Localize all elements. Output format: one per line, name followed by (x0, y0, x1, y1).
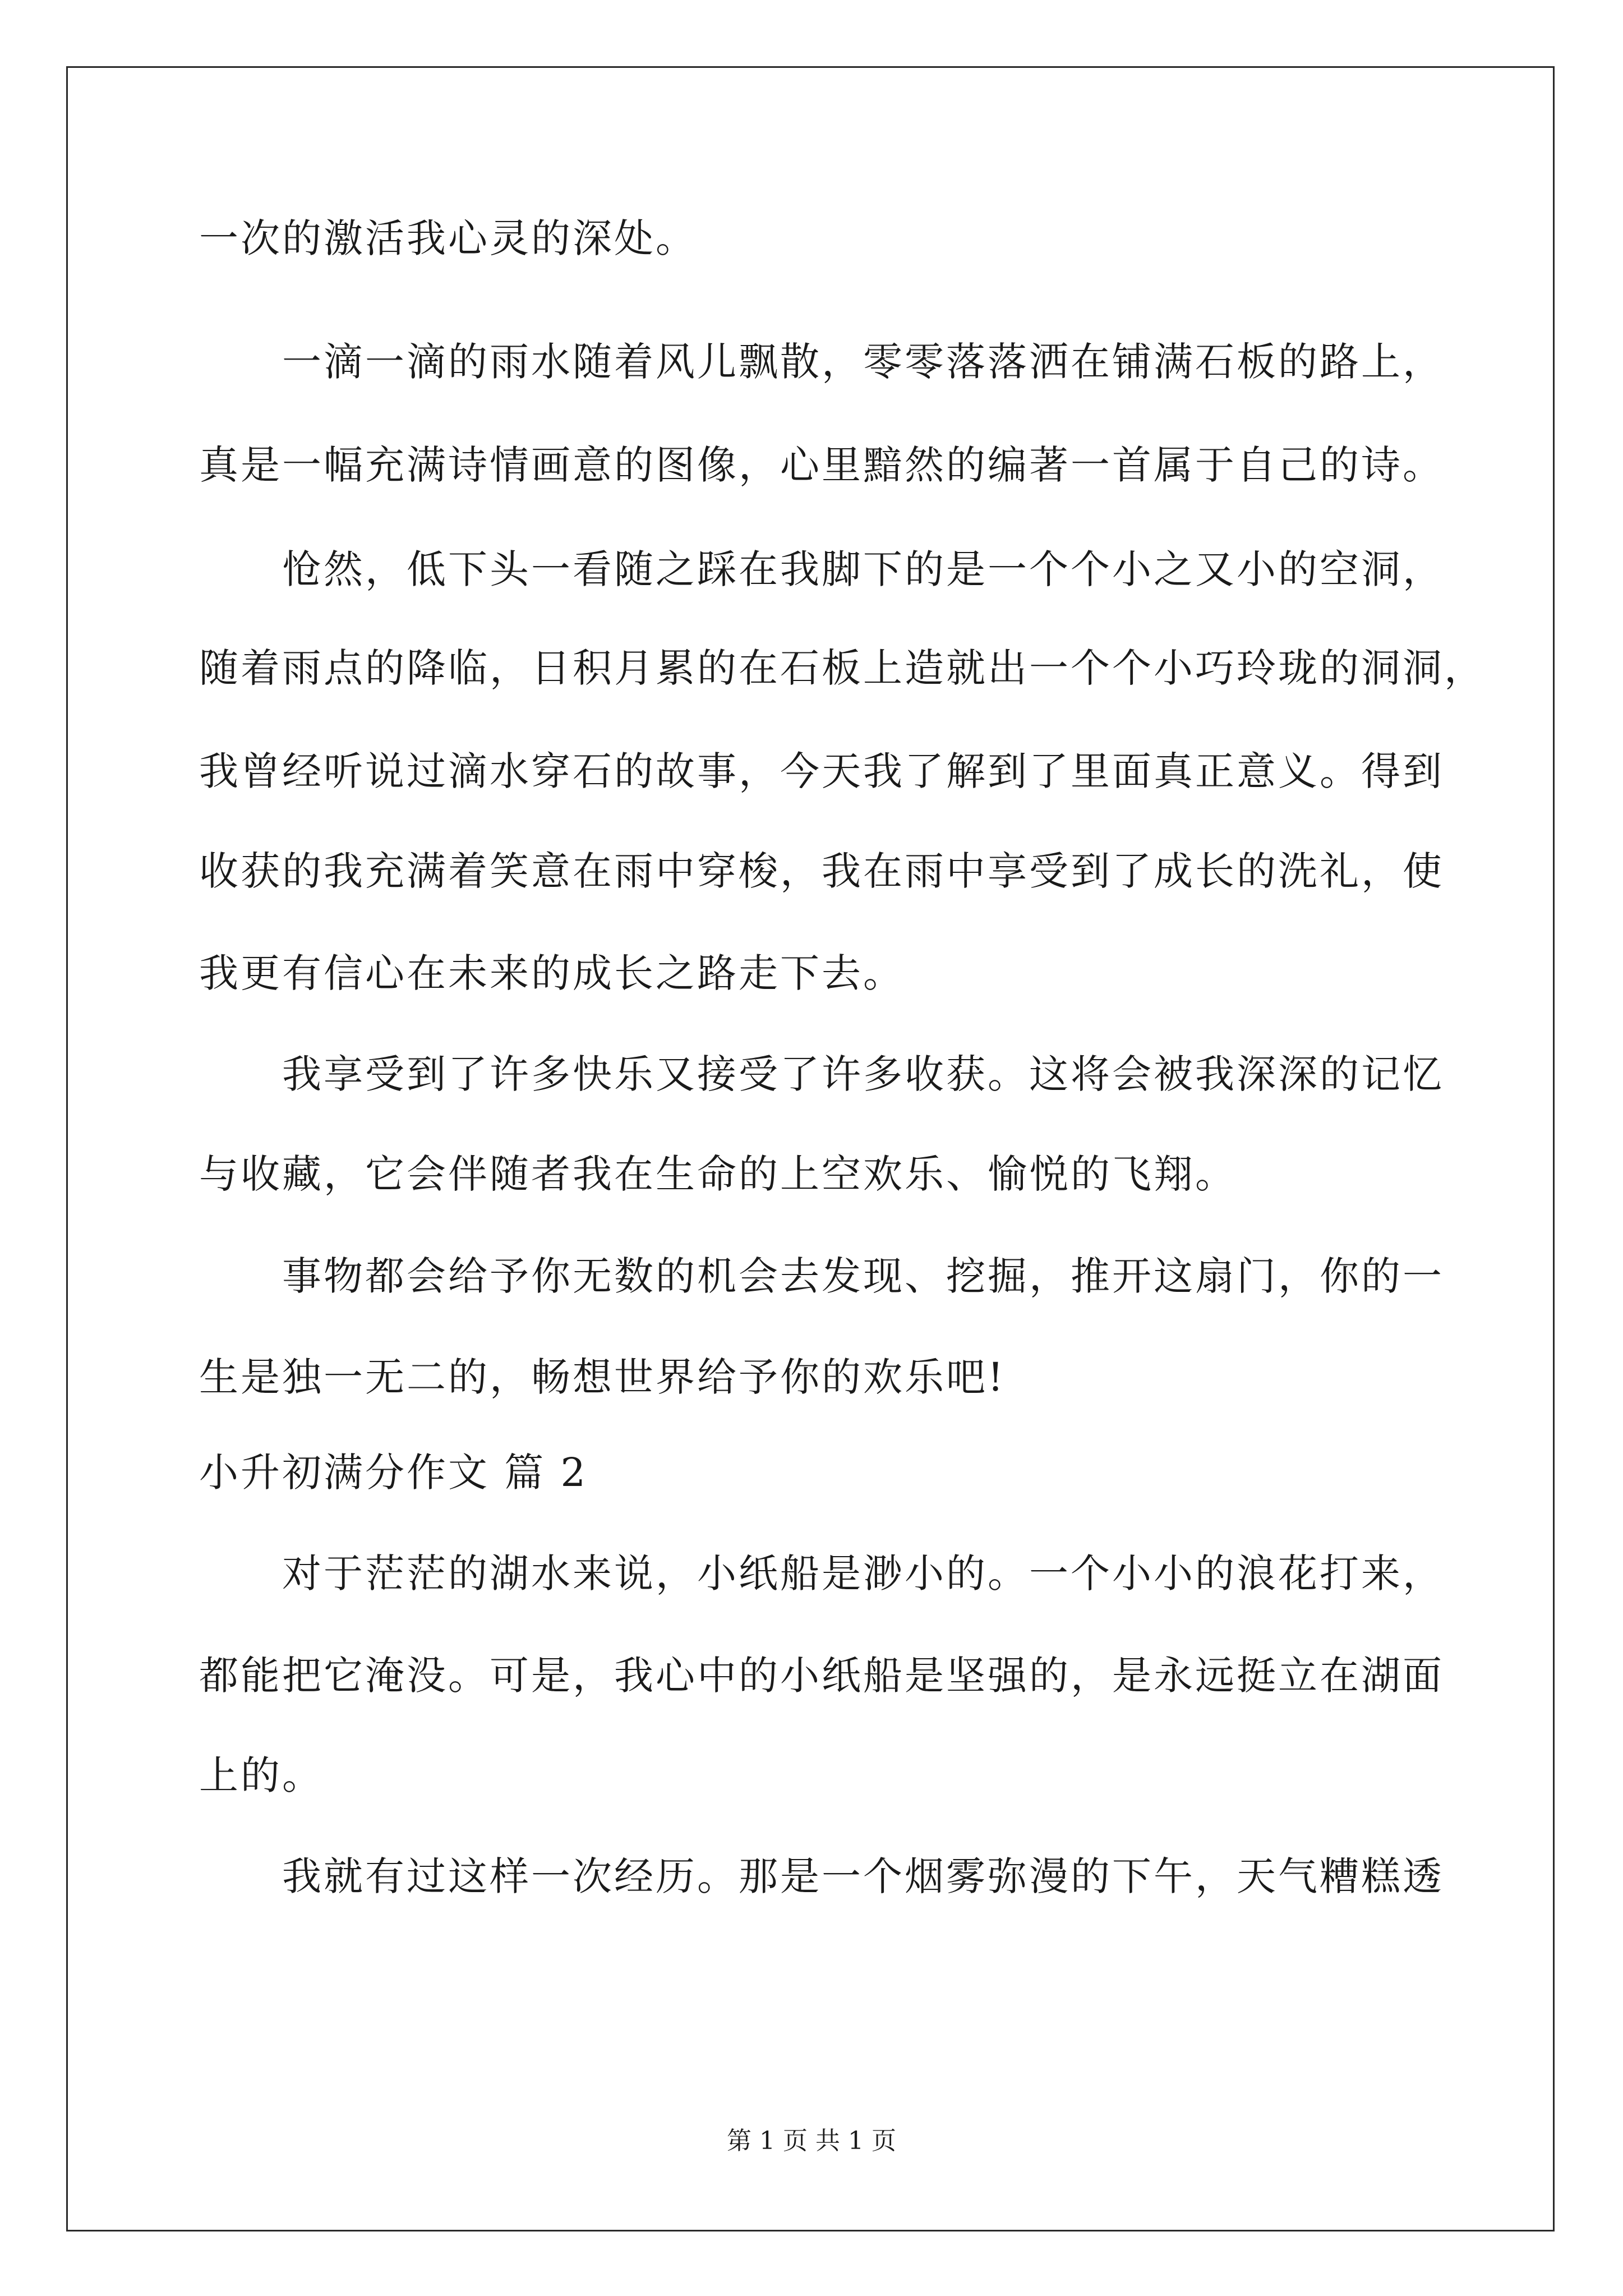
section-heading: 小升初满分作文 篇 2 (199, 1450, 588, 1496)
paragraph-first-line: 一滴一滴的雨水随着风儿飘散，零零落落洒在铺满石板的路上， (282, 339, 1444, 385)
text-line: 一次的激活我心灵的深处。 (199, 215, 697, 261)
text-line: 真是一幅充满诗情画意的图像，心里黯然的编著一首属于自己的诗。 (199, 442, 1444, 488)
page-number-footer: 第 1 页 共 1 页 (727, 2127, 896, 2155)
text-line: 随着雨点的降临，日积月累的在石板上造就出一个个小巧玲珑的洞洞， (199, 645, 1486, 691)
text-line: 生是独一无二的，畅想世界给予你的欢乐吧! (199, 1354, 1006, 1400)
text-line: 都能把它淹没。可是，我心中的小纸船是坚强的，是永远挺立在湖面 (199, 1653, 1444, 1699)
paragraph-first-line: 怆然，低下头一看随之踩在我脚下的是一个个小之又小的空洞， (282, 546, 1444, 592)
text-line: 我曾经听说过滴水穿石的故事，今天我了解到了里面真正意义。得到 (199, 748, 1444, 794)
paragraph-first-line: 我就有过这样一次经历。那是一个烟雾弥漫的下午，天气糟糕透 (282, 1853, 1444, 1899)
text-line: 收获的我充满着笑意在雨中穿梭，我在雨中享受到了成长的洗礼，使 (199, 848, 1444, 894)
paragraph-first-line: 我享受到了许多快乐又接受了许多收获。这将会被我深深的记忆 (282, 1051, 1444, 1097)
paragraph-first-line: 对于茫茫的湖水来说，小纸船是渺小的。一个小小的浪花打来， (282, 1550, 1444, 1596)
paragraph-first-line: 事物都会给予你无数的机会去发现、挖掘，推开这扇门，你的一 (282, 1253, 1444, 1299)
text-line: 我更有信心在未来的成长之路走下去。 (199, 950, 905, 996)
text-line: 上的。 (199, 1752, 324, 1798)
page-border (66, 66, 1555, 2231)
text-line: 与收藏，它会伴随者我在生命的上空欢乐、愉悦的飞翔。 (199, 1151, 1237, 1197)
